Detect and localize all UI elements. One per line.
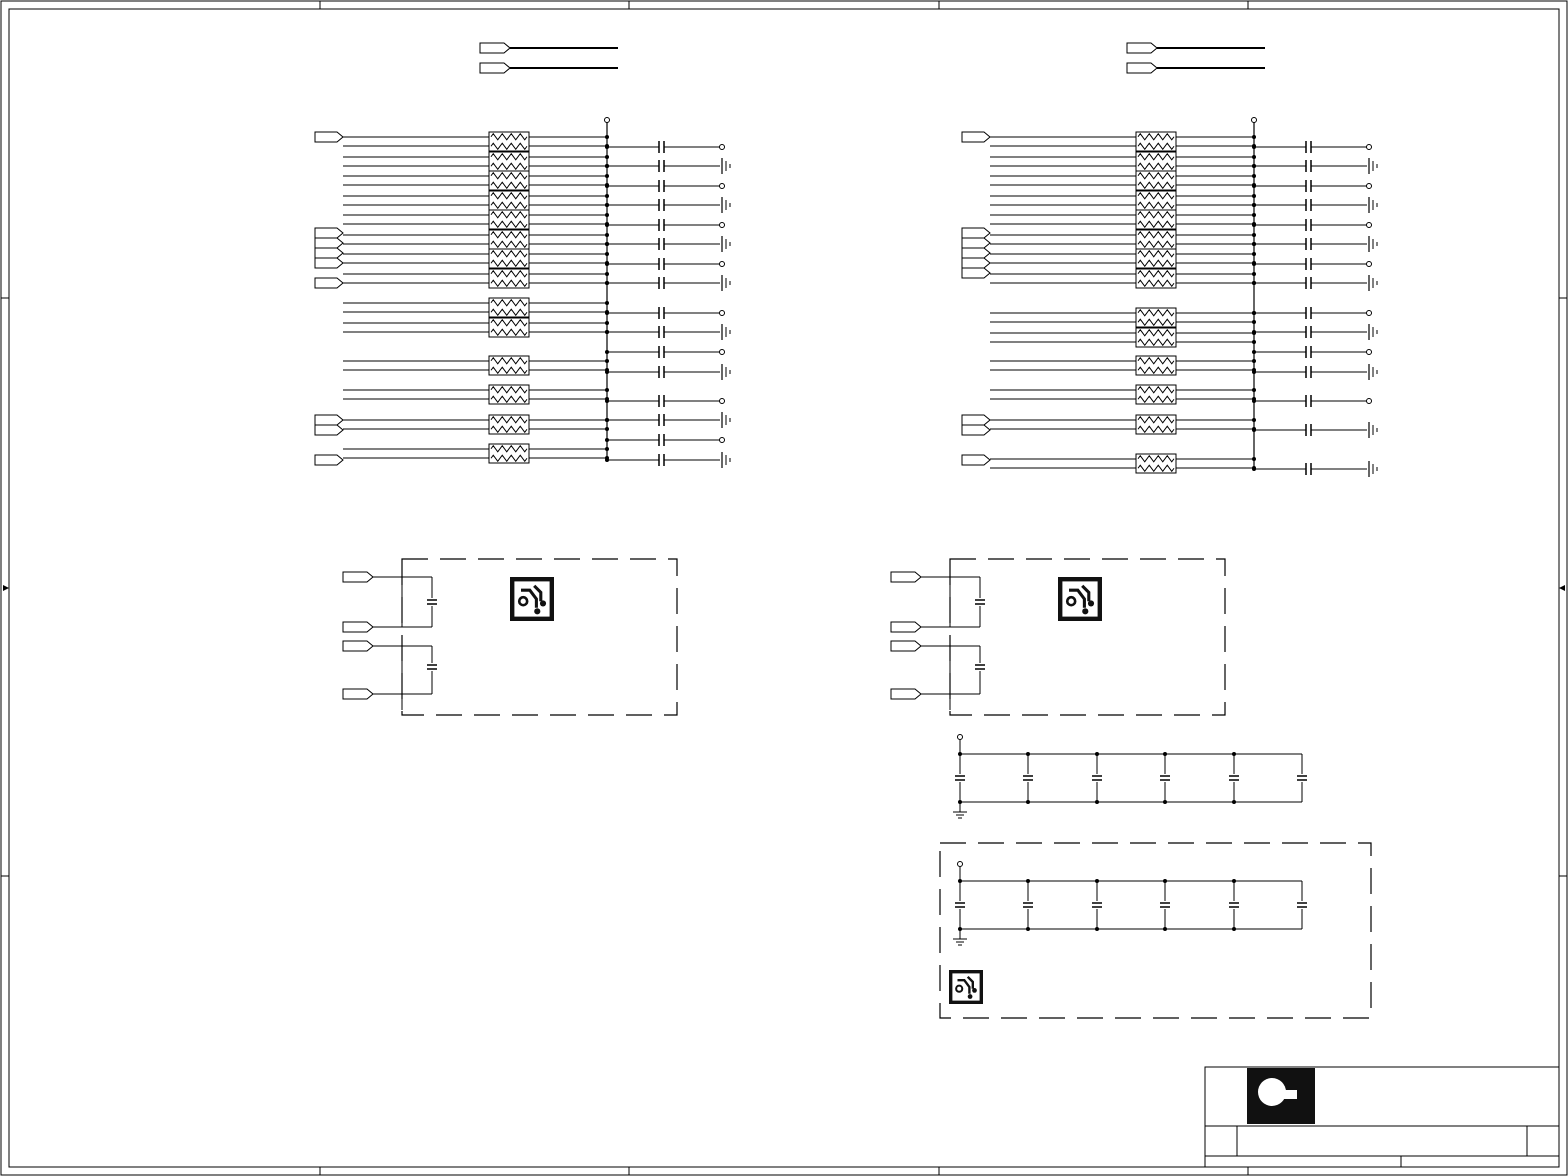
- capacitor: [659, 434, 664, 446]
- open-terminal: [720, 262, 725, 267]
- resistor-array: [489, 415, 529, 434]
- capacitor: [1306, 277, 1311, 289]
- bypass-bank: [953, 735, 1307, 819]
- capacitor: [659, 454, 664, 466]
- junction-dot: [605, 438, 609, 442]
- junction-dot: [605, 418, 609, 422]
- junction-dot: [1252, 203, 1256, 207]
- resistor-array: [489, 210, 529, 229]
- junction-dot: [1252, 164, 1256, 168]
- junction-dot: [605, 350, 609, 354]
- port-symbol: [315, 278, 343, 288]
- resistor-array: [489, 132, 529, 151]
- junction-dot: [1163, 879, 1167, 883]
- capacitor: [1160, 903, 1170, 907]
- junction-dot: [1252, 370, 1256, 374]
- capacitor: [659, 160, 664, 172]
- capacitor: [1306, 180, 1311, 192]
- resistor-array: [489, 249, 529, 268]
- capacitor: [1160, 776, 1170, 780]
- junction-dot: [1026, 879, 1030, 883]
- open-terminal: [720, 311, 725, 316]
- ground-symbol: [1369, 324, 1377, 340]
- coupling-module: [891, 559, 1225, 715]
- ground-symbol: [953, 812, 967, 818]
- ground-symbol: [722, 275, 730, 291]
- junction-dot: [1252, 467, 1256, 471]
- port-symbol: [315, 238, 343, 248]
- resistor-array: [1136, 171, 1176, 190]
- junction-dot: [605, 370, 609, 374]
- port-symbol: [343, 622, 373, 632]
- open-terminal: [720, 145, 725, 150]
- capacitor: [1229, 903, 1239, 907]
- capacitor: [659, 395, 664, 407]
- junction-dot: [1252, 184, 1256, 188]
- capacitor: [1306, 238, 1311, 250]
- company-logo-icon: [1247, 1068, 1315, 1124]
- resistor-array: [1136, 191, 1176, 210]
- port-symbol: [962, 132, 990, 142]
- junction-dot: [1095, 927, 1099, 931]
- capacitor: [1297, 776, 1307, 780]
- capacitor: [659, 277, 664, 289]
- junction-dot: [1232, 927, 1236, 931]
- open-terminal: [1252, 118, 1257, 123]
- capacitor: [1306, 258, 1311, 270]
- port-symbol: [962, 238, 990, 248]
- junction-dot: [605, 311, 609, 315]
- port-symbol: [315, 248, 343, 258]
- port-symbol: [891, 689, 921, 699]
- port-symbol: [343, 572, 373, 582]
- pcb-logo-icon: [949, 970, 983, 1004]
- port-symbol: [343, 689, 373, 699]
- junction-dot: [1252, 330, 1256, 334]
- coupling-modules: [343, 559, 1225, 715]
- resistor-array: [1136, 210, 1176, 229]
- junction-dot: [605, 330, 609, 334]
- open-terminal: [1367, 311, 1372, 316]
- open-terminal: [1367, 262, 1372, 267]
- resistor-array: [489, 356, 529, 375]
- resistor-array: [489, 171, 529, 190]
- bypass-capacitor-banks: [940, 735, 1371, 1019]
- open-terminal: [720, 184, 725, 189]
- capacitor: [1306, 366, 1311, 378]
- open-terminal: [720, 350, 725, 355]
- port-symbol: [962, 248, 990, 258]
- junction-dot: [1095, 879, 1099, 883]
- junction-dot: [1232, 879, 1236, 883]
- capacitor: [1092, 776, 1102, 780]
- resistor-array: [1136, 152, 1176, 171]
- resistor-array: [489, 230, 529, 249]
- open-terminal: [720, 399, 725, 404]
- ground-symbol: [722, 452, 730, 468]
- resistor-array: [1136, 132, 1176, 151]
- junction-dot: [1252, 242, 1256, 246]
- junction-dot: [605, 223, 609, 227]
- port-symbol: [962, 268, 990, 278]
- ground-symbol: [722, 324, 730, 340]
- ground-symbol: [722, 236, 730, 252]
- capacitor: [659, 326, 664, 338]
- open-terminal: [720, 438, 725, 443]
- junction-dot: [605, 242, 609, 246]
- resistor-array: [1136, 269, 1176, 288]
- junction-dot: [1252, 281, 1256, 285]
- capacitor: [955, 776, 965, 780]
- junction-dot: [1026, 752, 1030, 756]
- port-symbol: [315, 132, 343, 142]
- open-terminal: [1367, 145, 1372, 150]
- ground-symbol: [1369, 364, 1377, 380]
- capacitor: [1297, 903, 1307, 907]
- resistor-array: [1136, 328, 1176, 347]
- junction-dot: [1252, 223, 1256, 227]
- open-terminal: [958, 735, 963, 740]
- port-symbol: [1127, 63, 1157, 73]
- ground-symbol: [1369, 422, 1377, 438]
- ground-symbol: [1369, 236, 1377, 252]
- capacitor: [955, 903, 965, 907]
- resistor-array: [1136, 385, 1176, 404]
- junction-dot: [1252, 145, 1256, 149]
- junction-dot: [605, 145, 609, 149]
- port-symbol: [480, 43, 510, 53]
- resistor-array: [489, 444, 529, 463]
- sheet-frame: [1, 1, 1567, 1175]
- junction-dot: [1163, 800, 1167, 804]
- junction-dot: [1252, 399, 1256, 403]
- capacitor: [1306, 160, 1311, 172]
- capacitor: [1306, 395, 1311, 407]
- junction-dot: [605, 203, 609, 207]
- junction-dot: [605, 184, 609, 188]
- ground-symbol: [953, 939, 967, 945]
- capacitor: [1306, 199, 1311, 211]
- port-symbol: [315, 415, 343, 425]
- junction-dot: [1252, 350, 1256, 354]
- junction-dot: [1252, 311, 1256, 315]
- resistor-array: [1136, 249, 1176, 268]
- port-symbol: [962, 455, 990, 465]
- port-symbol: [891, 622, 921, 632]
- capacitor: [1306, 463, 1311, 475]
- capacitor: [659, 141, 664, 153]
- junction-dot: [1232, 800, 1236, 804]
- capacitor: [1306, 219, 1311, 231]
- ground-symbol: [722, 364, 730, 380]
- capacitor: [1306, 141, 1311, 153]
- junction-dot: [605, 399, 609, 403]
- open-terminal: [1367, 350, 1372, 355]
- open-terminal: [1367, 184, 1372, 189]
- capacitor: [659, 414, 664, 426]
- open-terminal: [720, 223, 725, 228]
- open-terminal: [1367, 223, 1372, 228]
- ground-symbol: [1369, 158, 1377, 174]
- port-symbol: [343, 641, 373, 651]
- junction-dot: [1095, 800, 1099, 804]
- junction-dot: [1163, 927, 1167, 931]
- ground-symbol: [722, 197, 730, 213]
- capacitor: [1306, 307, 1311, 319]
- capacitor: [659, 180, 664, 192]
- bypass-bank: [940, 843, 1371, 1018]
- junction-dot: [605, 458, 609, 462]
- junction-dot: [1252, 428, 1256, 432]
- capacitor: [659, 219, 664, 231]
- port-symbol: [891, 641, 921, 651]
- capacitor: [659, 199, 664, 211]
- open-terminal: [958, 862, 963, 867]
- junction-dot: [1252, 262, 1256, 266]
- capacitor: [975, 665, 985, 669]
- port-symbol: [962, 258, 990, 268]
- ground-symbol: [1369, 197, 1377, 213]
- resistor-array: [1136, 308, 1176, 327]
- junction-dot: [958, 752, 962, 756]
- resistor-array: [1136, 415, 1176, 434]
- open-terminal: [1367, 399, 1372, 404]
- junction-dot: [1095, 752, 1099, 756]
- junction-dot: [1163, 752, 1167, 756]
- capacitor: [427, 600, 437, 604]
- capacitor: [1229, 776, 1239, 780]
- junction-dot: [605, 262, 609, 266]
- junction-dot: [605, 281, 609, 285]
- junction-dot: [1026, 800, 1030, 804]
- resistor-array: [1136, 356, 1176, 375]
- capacitor: [659, 307, 664, 319]
- capacitor: [1306, 424, 1311, 436]
- port-symbol: [891, 572, 921, 582]
- ground-symbol: [722, 158, 730, 174]
- ground-symbol: [1369, 275, 1377, 291]
- open-terminal: [605, 118, 610, 123]
- pcb-logo-icon: [1058, 577, 1102, 621]
- capacitor: [659, 346, 664, 358]
- resistor-array: [1136, 454, 1176, 473]
- port-symbol: [315, 425, 343, 435]
- port-symbol: [962, 228, 990, 238]
- port-symbol: [1127, 43, 1157, 53]
- resistor-array: [489, 152, 529, 171]
- port-symbol: [480, 63, 510, 73]
- junction-dot: [1232, 752, 1236, 756]
- capacitor: [975, 600, 985, 604]
- resistor-array: [489, 298, 529, 317]
- capacitor: [1306, 346, 1311, 358]
- resistor-array: [1136, 230, 1176, 249]
- port-symbol: [962, 415, 990, 425]
- capacitor: [1306, 326, 1311, 338]
- coupling-module: [343, 559, 677, 715]
- port-symbol: [315, 258, 343, 268]
- junction-dot: [605, 164, 609, 168]
- resistor-array: [489, 318, 529, 337]
- ground-symbol: [1369, 461, 1377, 477]
- left-termination-network: [315, 43, 730, 468]
- port-symbol: [315, 228, 343, 238]
- capacitor: [1023, 903, 1033, 907]
- port-symbol: [315, 455, 343, 465]
- ground-symbol: [722, 412, 730, 428]
- pcb-logo-icon: [510, 577, 554, 621]
- right-termination-network: [962, 43, 1377, 477]
- resistor-array: [489, 191, 529, 210]
- capacitor: [659, 366, 664, 378]
- junction-dot: [1026, 927, 1030, 931]
- capacitor: [1023, 776, 1033, 780]
- port-symbol: [962, 425, 990, 435]
- capacitor: [659, 258, 664, 270]
- center-arrow-marks: [3, 585, 1565, 591]
- resistor-array: [489, 269, 529, 288]
- resistor-array: [489, 385, 529, 404]
- capacitor: [427, 665, 437, 669]
- capacitor: [1092, 903, 1102, 907]
- junction-dot: [958, 879, 962, 883]
- capacitor: [659, 238, 664, 250]
